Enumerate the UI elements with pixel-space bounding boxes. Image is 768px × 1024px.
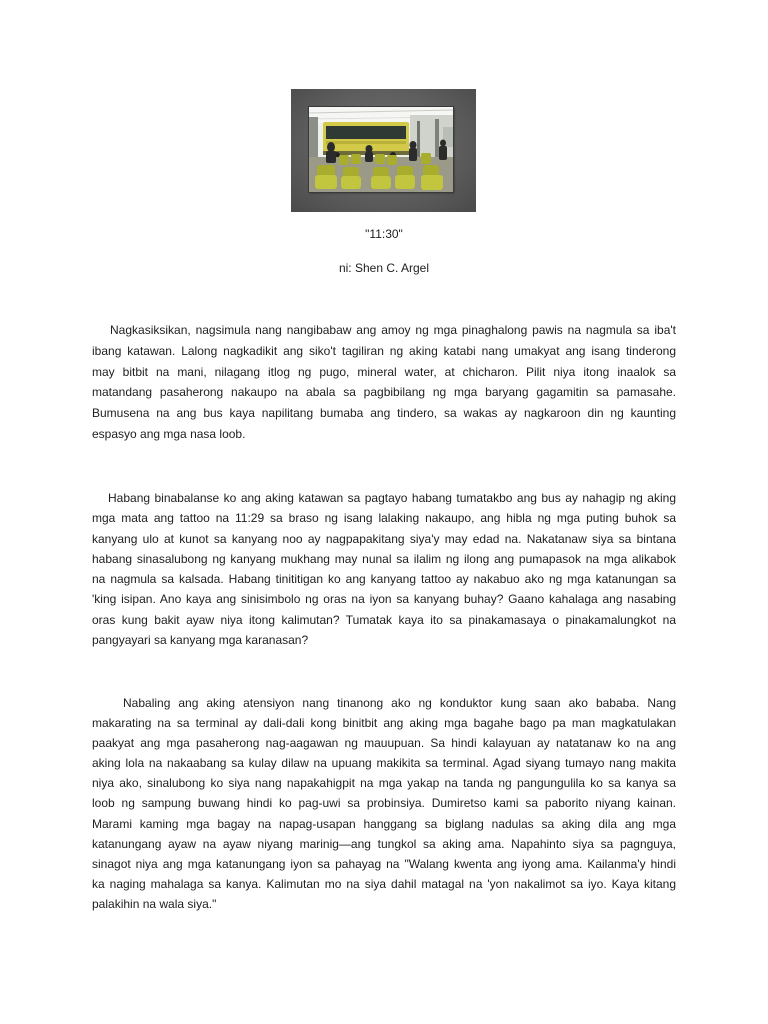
- paragraph-line: na nagmula sa kalsada. Habang tinititigan ko ang kanyang tattoo ay nakabuo ako ng mga katanungan sa: [92, 572, 676, 587]
- paragraph-line: habang sinasalubong ng kanyang mukhang may nunal sa ilalim ng ilong ang pumapasok na mga alikabok: [92, 551, 676, 566]
- paragraph-line: oras kung bakit ayaw niya itong kalimutan? Tumatak kaya ito sa pinakamasaya o pinakamalungkot na: [92, 612, 676, 627]
- paragraph-line: niya ako, sinalubong ko siya nang napakahigpit na mga yakap na tanda ng pangungulila ko sa kanya sa: [92, 776, 676, 791]
- paragraph-line: Marami kaming mga bagay na napag-usapan hanggang sa biglang nadulas sa aking dila ang mga: [92, 816, 676, 831]
- paragraph-line: mga mata ang tattoo na 11:29 sa braso ng isang lalaking nakaupo, ang hibla ng mga puting buhok sa: [92, 511, 676, 526]
- paragraph-line: kanyang ulo at kunot sa kanyang noo ay nagpapakitang siya'y may edad na. Nakatanaw siya sa bintana: [92, 531, 676, 546]
- paragraph-line: ibang katawan. Lalong nagkadikit ang siko't tagiliran ng aking katabi nang umakyat ang isang tinderong: [92, 343, 676, 358]
- paragraph-line: Nagkasiksikan, nagsimula nang nangibabaw ang amoy ng mga pinaghalong pawis na nagmula sa iba't: [110, 323, 676, 337]
- paragraph-line: loob ng sampung buwang hindi ko pag-uwi sa probinsiya. Dumiretso kami sa paborito niyang kainan.: [92, 796, 676, 811]
- paragraph-line: may bitbit na mani, nilagang itlog ng pugo, mineral water, at chicharon. Pilit niya itong inaalok sa: [92, 364, 676, 379]
- paragraph-line: matandang pasaherong nakaupo na abala sa pagbibilang ng mga baryang gagamitin sa pamasahe.: [92, 385, 676, 400]
- paragraph-2: [92, 488, 676, 650]
- paragraph-line: 'king isipan. Ano kaya ang sinisimbolo ng oras na iyon sa kanyang buhay? Gaano kahalaga ang nasabing: [92, 592, 676, 607]
- paragraph-line: katanungang ayaw na ayaw niyang marinig—ang tungkol sa aking ama. Napahinto siya sa pagnguya,: [92, 836, 676, 851]
- paragraph-line: paakyat ang mga pasaherong nag-aagawan ng mauupuan. Sa hindi kalayuan ay natatanaw ko na ang: [92, 736, 676, 751]
- paragraph-line: espasyo ang mga nasa loob.: [92, 426, 246, 441]
- paragraph-1: [92, 320, 676, 445]
- paragraph-3: [92, 693, 676, 914]
- paragraph-line: palakihin na wala siya.": [92, 896, 217, 911]
- paragraph-line: Bumusena na ang bus kaya napilitang bumaba ang tindero, sa wakas ay nagkaroon din ng kaunting: [92, 406, 676, 421]
- paragraph-line: pangyayari sa kanyang mga karanasan?: [92, 633, 309, 648]
- paragraph-line: Habang binabalanse ko ang aking katawan sa pagtayo habang tumatakbo ang bus ay nahagip ng aking: [108, 491, 676, 505]
- paragraph-line: ka naging mahalaga sa kanya. Kalimutan mo na siya dahil matagal na 'yon nakalimot sa iyo. Kaya kitang: [92, 876, 676, 891]
- author-byline: ni: Shen C. Argel: [338, 261, 430, 275]
- paragraph-line: sinagot niya ang mga katanungang iyon sa pahayag na "Walang kwenta ang iyong ama. Kailanma'y hindi: [92, 856, 676, 871]
- story-title: "11:30": [365, 227, 403, 241]
- story-photo: [309, 107, 453, 192]
- photo-frame: [291, 89, 476, 212]
- paragraph-line: makarating na sa terminal ay dali-dali kong binitbit ang aking mga bagahe bago pa man magkatulakan: [92, 716, 676, 731]
- paragraph-line: aking lola na nakaabang sa kulay dilaw na upuang makikita sa terminal. Agad siyang tumayo nang makita: [92, 756, 676, 771]
- paragraph-line: Nabaling ang aking atensiyon nang tinanong ako ng konduktor kung saan ako bababa. Nang: [123, 696, 676, 710]
